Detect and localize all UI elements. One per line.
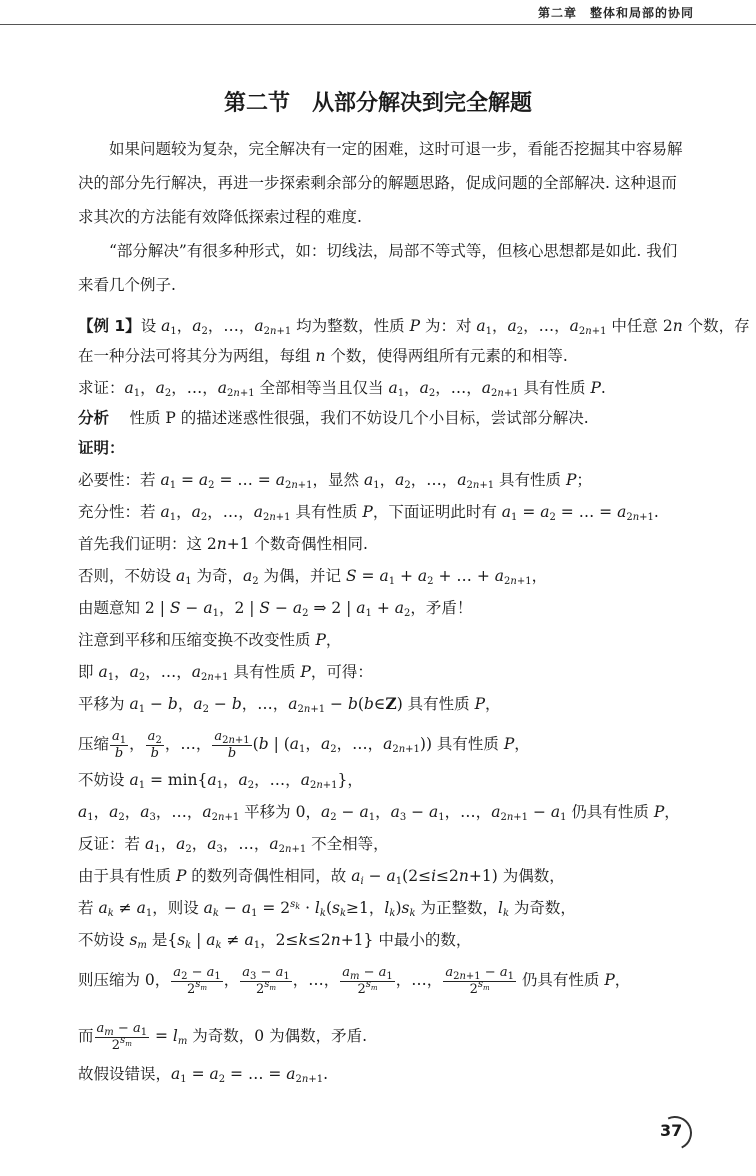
analysis-line: 分析 性质 P 的描述迷惑性很强，我们不妨设几个小目标，尝试部分解决. [78,409,589,427]
proof-line-compress-2: 则压缩为 0， $\frac{a_2 - a_1}{2^{s_m}}$ ， $\frac{a_3 - a_1}{2^{s_m}}$ ，…， $\frac{a_m - a_1}{2^{s_m}}$ ，…， $\frac{a_{2n+1} - a_1}{2^{s_m}}$ 仍具有性质 P， [78,964,631,997]
section-title: 第二节 从部分解决到完全解题 [223,91,532,116]
proof-line-parity: 由于具有性质 P 的数列奇偶性相同，故 $a_i - a_1(2\le i\le 2n+1)$ 为偶数， [78,867,565,887]
proof-line-shift-zero: $a_1$，$a_2$，$a_3$，…，$a_{2n+1}$ 平移为 0，$a_2 - a_1$，$a_3 - a_1$，…，$a_{2n+1} - a_1$ 仍具有性质 P， [78,803,680,823]
page-number: 37 [658,1116,688,1146]
proof-line-7: 即 $a_1$，$a_2$，…，$a_{2n+1}$ 具有性质 P，可得： [78,663,373,683]
example-statement-1: 【例 1】设 $a_1$，$a_2$，…，$a_{2n+1}$ 均为整数，性质 P 为：对 $a_1$，$a_2$，…，$a_{2n+1}$ 中任意 2n 个数，存 [78,317,750,337]
proof-line-translate: 平移为 $a_1 - b$，$a_2 - b$，…，$a_{2n+1}$ − b(b∈Z) 具有性质 P， [78,694,501,715]
proof-line-contradiction: 反证：若 $a_1$，$a_2$，$a_3$，…，$a_{2n+1}$ 不全相等， [78,835,389,855]
intro-paragraph-2: “部分解决”有很多种形式，如：切线法，局部不等式等，但核心思想都是如此. 我们来看几个例子. [78,242,678,294]
proof-line-power: 若 $a_k \ne a_1$，则设 $a_k - a_1 = 2^{s_k} \cdot l_k(s_k\ge 1$，$l_k)s_k$ 为正整数，$l_k$ 为奇数， [78,899,576,919]
intro-paragraph-1: 如果问题较为复杂，完全解决有一定的困难，这时可退一步，看能否挖掘其中容易解决的部分先行解决，再进一步探索剩余部分的解题思路，促成问题的全部解决. 这种退而求其次的方法能有效降低探索过程的难度. [78,140,683,226]
proof-line-odd: 而 $\frac{a_m - a_1}{2^{s_m}}$ = $l_m$ 为奇数，0 为偶数，矛盾. [78,1020,368,1053]
proof-line-6: 注意到平移和压缩变换不改变性质 P， [78,631,342,649]
running-header [0,0,756,22]
proof-line-necessity: 必要性：若 $a_1 = a_2$ = … = $a_{2n+1}$，显然 $a_1$，$a_2$，…，$a_{2n+1}$ 具有性质 P； [78,471,592,491]
proof-line-minimal: 不妨设 $s_m$ 是{$s_k$ | $a_k \ne a_1$，2≤k≤2n+1} 中最小的数， [78,931,472,951]
header-rule [0,24,756,25]
proof-label: 证明： [78,439,125,457]
proof-line-sufficiency: 充分性：若 $a_1$，$a_2$，…，$a_{2n+1}$ 具有性质 P，下面证明此时有 $a_1 = a_2$ = … = $a_{2n+1}$. [78,503,659,523]
proof-line-4: 否则，不妨设 $a_1$ 为奇，$a_2$ 为偶，并记 $S = a_1 + a_2$ + … + $a_{2n+1}$， [78,567,548,587]
proof-line-compress: 压缩 $\frac{a_1}{b}$ ， $\frac{a_2}{b}$ ，…， $\frac{a_{2n+1}}{b}$ (b | ($a_1$，$a_2$，…，$a_{2n+1}$)) 具有性质 P， [78,728,530,761]
proof-line-conclusion: 故假设错误，$a_1 = a_2$ = … = $a_{2n+1}$. [78,1065,329,1085]
proof-line-5: 由题意知 2 | $S - a_1$，2 | $S - a_2$ ⇒ 2 | $a_1 + a_2$，矛盾！ [78,599,473,619]
proof-line-3: 首先我们证明：这 2n+1 个数奇偶性相同. [78,535,368,553]
example-statement-2: 在一种分法可将其分为两组，每组 n 个数，使得两组所有元素的和相等. [78,347,568,365]
proof-line-min: 不妨设 $a_1 = \min\{a_1$，$a_2$，…，$a_{2n+1}$}， [78,771,363,791]
example-claim: 求证：$a_1$，$a_2$，…，$a_{2n+1}$ 全部相等当且仅当 $a_1$，$a_2$，…，$a_{2n+1}$ 具有性质 P. [78,379,606,399]
chapter-title: 第二章 整体和局部的协同 [537,6,694,20]
